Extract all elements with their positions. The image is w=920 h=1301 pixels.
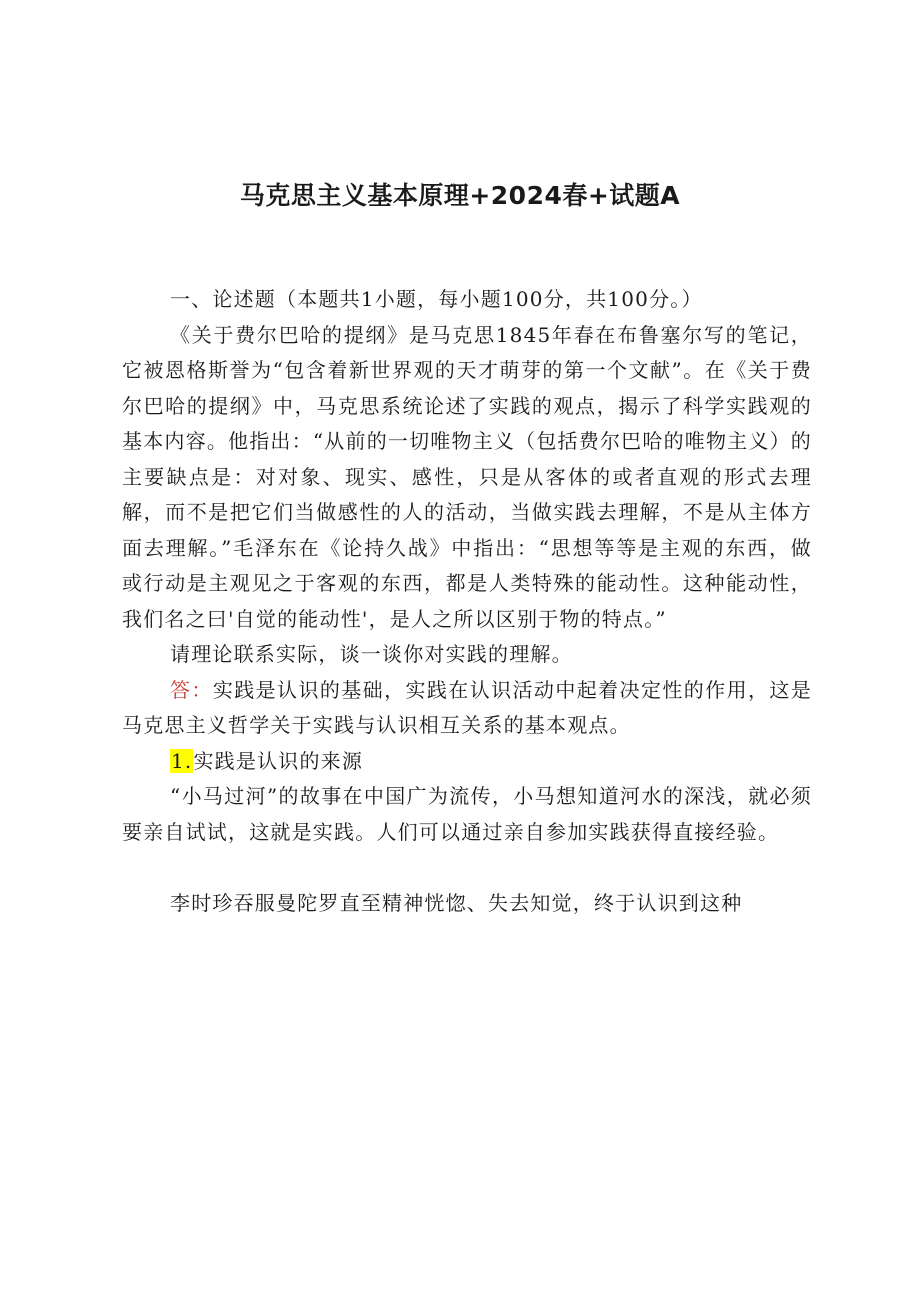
document-body (122, 282, 812, 922)
section-heading: 一、论述题（本题共1小题，每小题100分，共100分。） (170, 287, 703, 311)
answer-paragraph (122, 673, 812, 744)
answer-label: 答： (170, 677, 213, 702)
point-1-paragraph: “小马过河”的故事在中国广为流传，小马想知道河水的深浅，就必须要亲自试试，这就是实践。人们可以通过亲自参加实践获得直接经验。 (122, 784, 812, 844)
question-prompt: 请理论联系实际，谈一谈你对实践的理解。 (170, 642, 573, 666)
document-title: 马克思主义基本原理+2024春+试题A (239, 181, 681, 210)
answer-text: 实践是认识的基础，实践在认识活动中起着决定性的作用，这是马克思主义哲学关于实践与认识相互关系的基本观点。 (122, 677, 812, 737)
paragraph-spacer (122, 850, 812, 886)
point-1-paragraph-2: 李时珍吞服曼陀罗直至精神恍惚、失去知觉，终于认识到这种 (170, 891, 743, 915)
question-paragraph: 《关于费尔巴哈的提纲》是马克思1845年春在布鲁塞尔写的笔记，它被恩格斯誉为“包含着新世界观的天才萌芽的第一个文献”。在《关于费尔巴哈的提纲》中，马克思系统论述了实践的观点，揭示了科学实践观的基本内容。他指出：“从前的一切唯物主义（包括费尔巴哈的唯物主义）的主要缺点是：对对象、现实、感性，只是从客体的或者直观的形式去理解，而不是把它们当做感性的人的活动，当做实践去理解，不是从主体方面去理解。”毛泽东在《论持久战》中指出：“思想等等是主观的东西，做或行动是主观见之于客观的东西，都是人类特殊的能动性。这种能动性，我们名之曰'自觉的能动性'，是人之所以区别于物的特点。” (122, 322, 812, 631)
point-1-title: 实践是认识的来源 (193, 748, 364, 773)
point-1-heading (122, 744, 812, 780)
point-1-number: 1. (171, 748, 193, 773)
